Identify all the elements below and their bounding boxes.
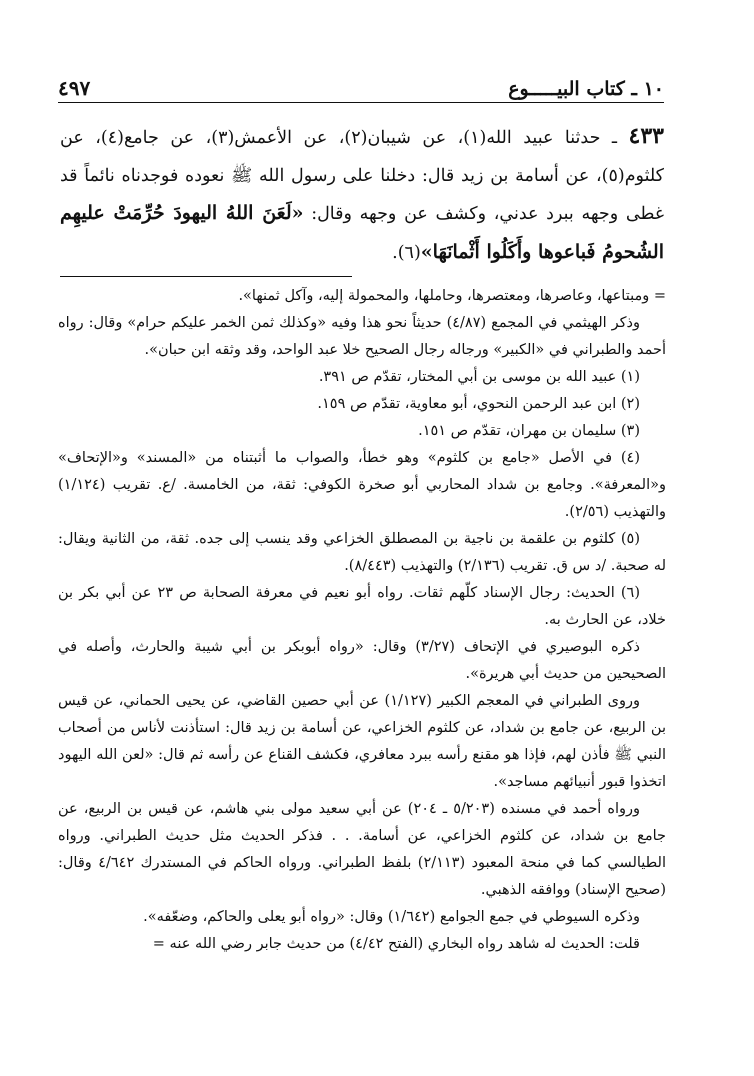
note-suyuti: وذكره السيوطي في جمع الجوامع (١/٦٤٢) وقال: «رواه أبو يعلى والحاكم، وضعّفه».	[143, 909, 640, 925]
footnote-divider	[60, 276, 352, 277]
hadith-text	[60, 118, 664, 272]
footnote-3: (٣) سليمان بن مهران، تقدّم ص ١٥١.	[418, 423, 640, 439]
hadith-intro: حدثنا عبيد الله(١)، عن شيبان(٢)، عن الأعمش(٣)، عن جامع(٤)، عن كلثوم(٥)، عن أسامة بن زيد قال: دخلنا على رسول الله ﷺ نعوده فوجدناه نائماً قد غطى وجهه ببرد عدني، وكشف عن وجهه وقال:	[60, 128, 664, 224]
page-number: ٤٩٧	[58, 76, 91, 100]
note-ahmad: ورواه أحمد في مسنده (٥/٢٠٣ ـ ٢٠٤) عن أبي سعيد مولى بني هاشم، عن قيس بن الربيع، عن جامع بن شداد، عن كلثوم الخزاعي، عن أسامة. . . فذكر الحديث مثل حديث الطبراني. ورواه الطيالسي كما في منحة المعبود (٢/١١٣) بلفظ الطبراني. ورواه الحاكم في المستدرك ٤/٦٤٢ وقال: (صحيح الإسناد) ووافقه الذهبي.	[58, 801, 666, 898]
note-tabarani: وروى الطبراني في المعجم الكبير (١/١٢٧) عن أبي حصين القاضي، عن يحيى الحماني، عن قيس بن الربيع، عن جامع بن شداد، عن كلثوم الخزاعي، عن أسامة بن زيد قال: استأذنت لأناس من أصحاب النبي ﷺ فأذن لهم، فإذا هو مقنع رأسه ببرد معافري، فكشف القناع عن رأسه ثم قال: «لعن الله اليهود اتخذوا قبور أنبيائهم مساجد».	[58, 693, 666, 790]
note-busiri: ذكره البوصيري في الإتحاف (٣/٢٧) وقال: «رواه أبوبكر بن أبي شيبة والحارث، وأصله في الصحيحين من حديث أبي هريرة».	[58, 639, 666, 682]
header-divider	[58, 102, 664, 103]
continued-text: = ومبتاعها، وعاصرها، ومعتصرها، وحاملها، والمحمولة إليه، وآكل ثمنها».	[238, 288, 666, 304]
note-bukhari: قلت: الحديث له شاهد رواه البخاري (الفتح ٤/٤٢) من حديث جابر رضي الله عنه =	[152, 936, 640, 952]
continued-text-haythami: وذكر الهيثمي في المجمع (٤/٨٧) حديثاً نحو هذا وفيه «وكذلك ثمن الخمر عليكم حرام» وقال: رواه أحمد والطبراني في «الكبير» ورجاله رجال الصحيح خلا عبد الواحد، وقد وثقه ابن حبان».	[58, 315, 666, 358]
footnote-1: (١) عبيد الله بن موسى بن أبي المختار، تقدّم ص ٣٩١.	[318, 369, 640, 385]
page-header	[58, 74, 664, 100]
footnote-6: (٦) الحديث: رجال الإسناد كلّهم ثقات. رواه أبو نعيم في معرفة الصحابة ص ٢٣ عن أبي بكر بن خلاد، عن الحارث به.	[58, 585, 666, 628]
hadith-dash: ـ	[600, 128, 629, 148]
hadith-quote: «لَعَنَ اللهُ اليهودَ حُرِّمَتْ عليهِم الشُحومُ فَباعوها وأَكَلُوا أَثْمانَهَا»	[60, 202, 664, 263]
footnotes	[58, 283, 666, 958]
chapter-title: ١٠ ـ كتاب البيـــــوع	[508, 78, 664, 100]
footnote-5: (٥) كلثوم بن علقمة بن ناجية بن المصطلق الخزاعي وقد ينسب إلى جده. ثقة، من الثانية ويقال: له صحبة. /د س ق. تقريب (٢/١٣٦) والتهذيب (٨/٤٤٣).	[58, 531, 666, 574]
hadith-number: ٤٣٣	[628, 123, 664, 149]
footnote-4: (٤) في الأصل «جامع بن كلثوم» وهو خطأ، والصواب ما أثبتناه من «المسند» و«الإتحاف» و«المعرفة». وجامع بن شداد المحاربي أبو صخرة الكوفي: ثقة، من الخامسة. /ع. تقريب (١/١٢٤) والتهذيب (٢/٥٦).	[58, 450, 666, 520]
footnote-2: (٢) ابن عبد الرحمن النحوي، أبو معاوية، تقدّم ص ١٥٩.	[317, 396, 640, 412]
hadith-footnote-ref: (٦).	[392, 242, 421, 263]
